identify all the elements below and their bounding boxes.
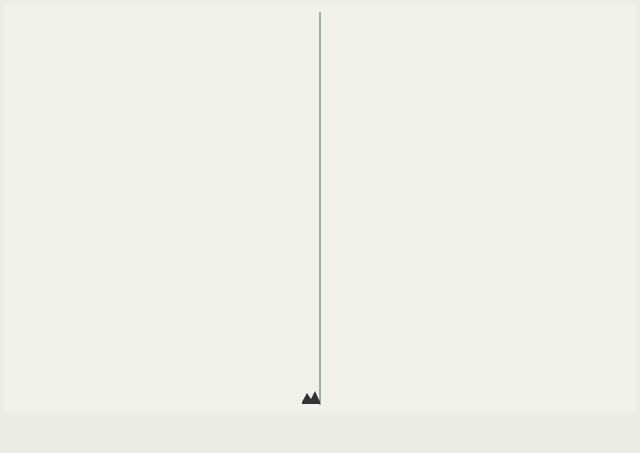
publisher-logo-icon — [300, 386, 322, 406]
